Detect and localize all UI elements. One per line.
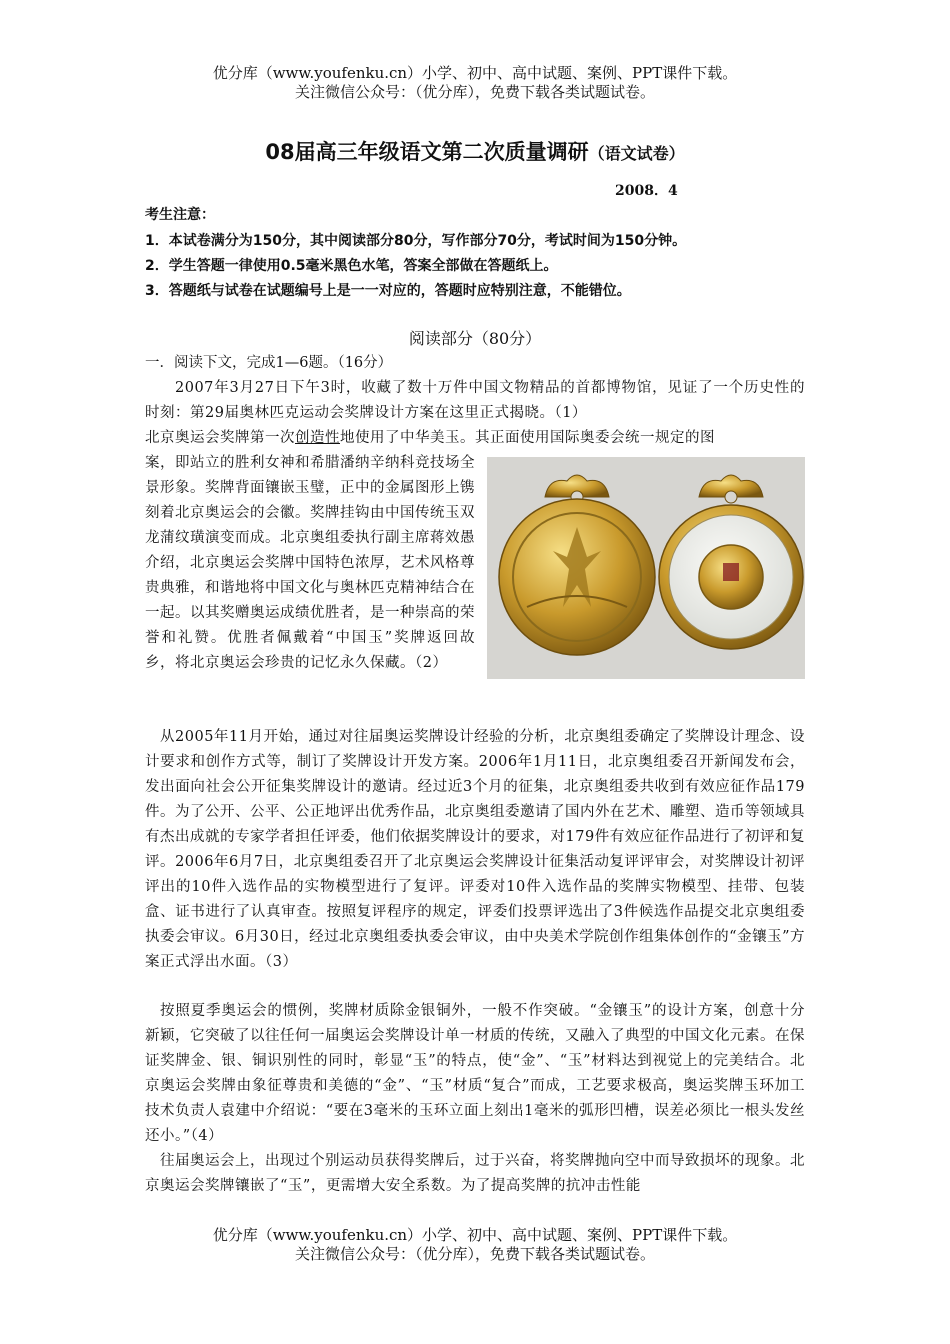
p2-start: 北京奥运会奖牌第一次 <box>145 430 295 446</box>
p2-first-rest: 地使用了中华美玉。其正面使用国际奥委会统一规定的图 <box>340 430 715 446</box>
exam-title-sub: （语文试卷） <box>588 144 685 163</box>
exam-title-main: 08届高三年级语文第二次质量调研 <box>265 140 589 164</box>
paragraph-2-first-line <box>145 426 805 451</box>
header-line-1: 优分库（www.youfenku.cn）小学、初中、高中试题、案例、PPT课件下载。 <box>212 64 738 82</box>
notice-heading: 考生注意： <box>145 207 215 223</box>
question-1-instruction: 一．阅读下文，完成1—6题。（16分） <box>145 355 393 371</box>
paragraph-2-wrapped: 案，即站立的胜利女神和希腊潘纳辛纳科竞技场全景形象。奖牌背面镶嵌玉璧，正中的金属图形上镌刻着北京奥运会的会徽。奖牌挂钩由中国传统玉双龙蒲纹璜演变而成。北京奥组委执行副主席蒋效愚介绍，北京奥运会奖牌中国特色浓厚，艺术风格尊贵典雅，和谐地将中国文化与奥林匹克精神结合在一起。以其奖赠奥运成绩优胜者，是一种崇高的荣誉和礼赞。优胜者佩戴着“中国玉”奖牌返回故乡，将北京奥运会珍贵的记忆永久保藏。（2） <box>145 455 475 671</box>
exam-date: 2008．4 <box>615 183 678 199</box>
underlined-term: 创造性 <box>295 430 340 446</box>
footer-line-2: 关注微信公众号：（优分库），免费下载各类试题试卷。 <box>294 1245 655 1263</box>
medal-photo <box>487 457 805 679</box>
page-header <box>0 64 950 102</box>
exam-title <box>0 136 950 166</box>
section-title: 阅读部分（80分） <box>408 329 542 348</box>
paragraph-5: 往届奥运会上，出现过个别运动员获得奖牌后，过于兴奋，将奖牌抛向空中而导致损坏的现象。北京奥运会奖牌镶嵌了“玉”，更需增大安全系数。为了提高奖牌的抗冲击性能 <box>145 1153 805 1194</box>
page-footer <box>0 1226 950 1264</box>
paragraph-1: 2007年3月27日下午3时，收藏了数十万件中国文物精品的首都博物馆，见证了一个历史性的时刻：第29届奥林匹克运动会奖牌设计方案在这里正式揭晓。（1） <box>145 380 805 421</box>
paragraph-4: 按照夏季奥运会的惯例，奖牌材质除金银铜外，一般不作突破。“金镶玉”的设计方案，创意十分新颖，它突破了以往任何一届奥运会奖牌设计单一材质的传统，又融入了典型的中国文化元素。在保证奖牌金、银、铜识别性的同时，彰显“玉”的特点，使“金”、“玉”材料达到视觉上的完美结合。北京奥运会奖牌由象征尊贵和美德的“金”、“玉”材质“复合”而成，工艺要求极高，奥运奖牌玉环加工技术负责人袁建中介绍说：“要在3毫米的玉环立面上刻出1毫米的弧形凹槽，误差必须比一根头发丝还小。”（4） <box>145 1003 805 1144</box>
notice-item-2: 2．学生答题一律使用0.5毫米黑色水笔，答案全部做在答题纸上。 <box>145 258 558 274</box>
header-line-2: 关注微信公众号：（优分库），免费下载各类试题试卷。 <box>294 83 655 101</box>
notice-item-1: 1．本试卷满分为150分，其中阅读部分80分，写作部分70分，考试时间为150分钟。 <box>145 233 687 249</box>
medal-illustration <box>487 457 805 679</box>
footer-line-1: 优分库（www.youfenku.cn）小学、初中、高中试题、案例、PPT课件下载。 <box>212 1226 738 1244</box>
notice-item-3: 3．答题纸与试卷在试题编号上是一一对应的，答题时应特别注意，不能错位。 <box>145 283 631 299</box>
paragraph-3: 从2005年11月开始，通过对往届奥运奖牌设计经验的分析，北京奥组委确定了奖牌设计理念、设计要求和创作方式等，制订了奖牌设计开发方案。2006年1月11日，北京奥组委召开新闻发布会，发出面向社会公开征集奖牌设计的邀请。经过近3个月的征集，北京奥组委共收到有效应征作品179件。为了公开、公平、公正地评出优秀作品，北京奥组委邀请了国内外在艺术、雕塑、造币等领域具有杰出成就的专家学者担任评委，他们依据奖牌设计的要求，对179件有效应征作品进行了初评和复评。2006年6月7日，北京奥组委召开了北京奥运会奖牌设计征集活动复评评审会，对奖牌设计初评评出的10件入选作品的实物模型进行了复评。评委对10件入选作品的奖牌实物模型、挂带、包装盒、证书进行了认真审查。按照复评程序的规定，评委们投票评选出了3件候选作品提交北京奥组委执委会审议。6月30日，经过北京奥组委执委会审议，由中央美术学院创作组集体创作的“金镶玉”方案正式浮出水面。（3） <box>145 729 805 970</box>
